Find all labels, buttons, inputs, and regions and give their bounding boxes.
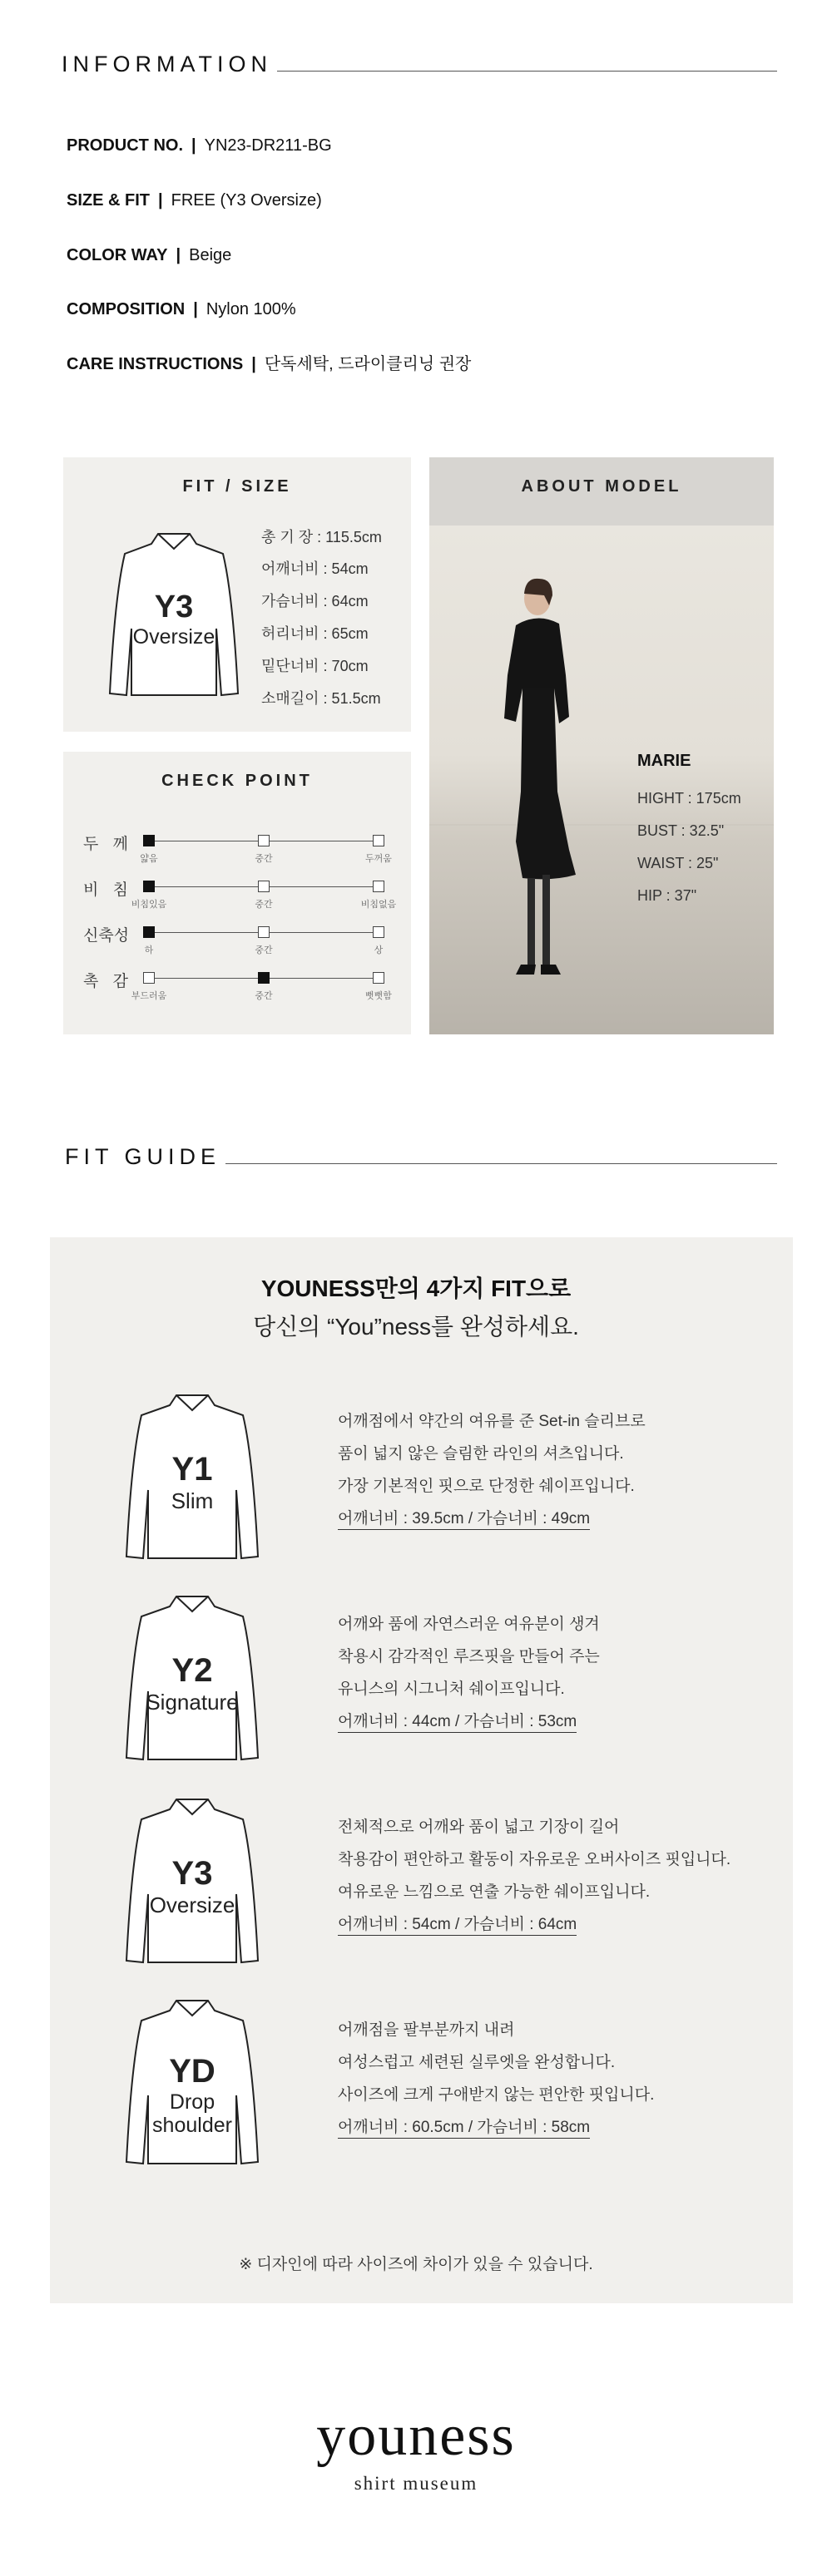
- check-option: 두꺼움: [365, 854, 392, 864]
- fit-name: Signature: [146, 1690, 239, 1715]
- check-box-low[interactable]: [143, 926, 155, 938]
- fit-desc-line: 여유로운 느낌으로 연출 가능한 쉐이프입니다.: [338, 1883, 651, 1901]
- fit-size-title: FIT / SIZE: [182, 477, 292, 496]
- fit-y3-shirt-icon: [116, 1794, 268, 1969]
- check-option: 비침없음: [360, 900, 397, 910]
- check-option: 중간: [255, 945, 273, 955]
- check-point-title: CHECK POINT: [161, 772, 313, 790]
- info-separator: |: [191, 136, 196, 155]
- check-box-mid[interactable]: [258, 835, 270, 846]
- check-label: 신축성: [83, 927, 130, 945]
- about-model-title: ABOUT MODEL: [521, 477, 682, 496]
- info-label: CARE INSTRUCTIONS: [67, 355, 244, 373]
- model-figure: [429, 526, 774, 1034]
- check-option: 부드러움: [131, 991, 167, 1001]
- fit-name: Oversize: [149, 1893, 235, 1917]
- size-disclaimer: ※ 디자인에 따라 사이즈에 차이가 있을 수 있습니다.: [239, 2256, 593, 2273]
- check-box-low[interactable]: [143, 835, 155, 846]
- model-stat-bust: BUST : 32.5": [637, 822, 725, 839]
- spec-length: 총 기 장 : 115.5cm: [261, 529, 382, 545]
- info-value: FREE (Y3 Oversize): [171, 191, 322, 210]
- fit-guide-subheadline: 당신의 “You”ness를 완성하세요.: [253, 1314, 579, 1340]
- fit-desc-line: 유니스의 시그니처 쉐이프입니다.: [338, 1680, 565, 1698]
- check-option: 뻣뻣함: [365, 991, 392, 1001]
- check-box-mid[interactable]: [258, 972, 270, 984]
- info-row-size-fit: [67, 191, 322, 210]
- info-label: COLOR WAY: [67, 246, 168, 264]
- check-box-high[interactable]: [373, 835, 384, 846]
- spec-chest: 가슴너비 : 64cm: [261, 593, 369, 609]
- check-box-low[interactable]: [143, 972, 155, 984]
- fit-code: YD: [169, 2053, 215, 2090]
- info-separator: |: [193, 300, 198, 318]
- fit-name: Slim: [171, 1488, 214, 1513]
- check-option: 중간: [255, 991, 273, 1001]
- check-row-thickness: [83, 832, 392, 865]
- information-title: INFORMATION: [62, 52, 277, 76]
- check-box-mid[interactable]: [258, 881, 270, 892]
- fit-desc-line: 전체적으로 어깨와 품이 넓고 기장이 길어: [338, 1818, 620, 1836]
- fit-measure: 어깨너비 : 60.5cm / 가슴너비 : 58cm: [338, 2118, 590, 2139]
- spec-sleeve: 소매길이 : 51.5cm: [261, 690, 381, 707]
- shirt-icon: [100, 529, 248, 700]
- check-option: 중간: [255, 900, 273, 910]
- brand-tagline: shirt museum: [354, 2473, 478, 2494]
- info-value: YN23-DR211-BG: [204, 136, 332, 155]
- fit-code: Y3: [171, 1855, 213, 1892]
- check-box-mid[interactable]: [258, 926, 270, 938]
- information-heading: [62, 52, 777, 76]
- fit-desc-line: 착용감이 편안하고 활동이 자유로운 오버사이즈 핏입니다.: [338, 1851, 731, 1868]
- info-row-color-way: [67, 246, 231, 265]
- info-row-composition: [67, 300, 296, 319]
- check-option: 얇음: [140, 854, 158, 864]
- fit-name-second-line: shoulder: [152, 2114, 232, 2137]
- info-label: PRODUCT NO.: [67, 136, 183, 155]
- fit-desc-line: 어깨점을 팔부분까지 내려: [338, 2021, 515, 2039]
- fit-code: Y1: [171, 1451, 213, 1488]
- model-name: MARIE: [637, 752, 691, 770]
- fit-measure: 어깨너비 : 39.5cm / 가슴너비 : 49cm: [338, 1509, 590, 1530]
- model-stat-hip: HIP : 37": [637, 887, 697, 904]
- check-box-high[interactable]: [373, 926, 384, 938]
- check-row-elasticity: [83, 923, 383, 956]
- check-box-low[interactable]: [143, 881, 155, 892]
- fit-measure: 어깨너비 : 54cm / 가슴너비 : 64cm: [338, 1915, 577, 1936]
- check-box-high[interactable]: [373, 972, 384, 984]
- model-stat-height: HIGHT : 175cm: [637, 790, 741, 807]
- fit-guide-heading: [65, 1144, 777, 1169]
- model-stat-waist: WAIST : 25": [637, 855, 719, 871]
- check-option: 중간: [255, 854, 273, 864]
- fit-desc-line: 여성스럽고 세련된 실루엣을 완성합니다.: [338, 2054, 616, 2071]
- fit-yd-description: [338, 2014, 654, 2144]
- info-value: Beige: [189, 246, 232, 264]
- fit-desc-line: 착용시 감각적인 루즈핏을 만들어 주는: [338, 1648, 600, 1666]
- fit-desc-line: 사이즈에 크게 구애받지 않는 편안한 핏입니다.: [338, 2086, 655, 2104]
- fit-measure: 어깨너비 : 44cm / 가슴너비 : 53cm: [338, 1712, 577, 1733]
- info-row-care: [67, 350, 471, 374]
- check-label: 촉 감: [83, 973, 133, 990]
- fit-desc-line: 가장 기본적인 핏으로 단정한 쉐이프입니다.: [338, 1478, 635, 1495]
- check-row-texture: [83, 969, 392, 1002]
- info-label: SIZE & FIT: [67, 191, 150, 210]
- check-option: 비침있음: [131, 900, 167, 910]
- fit-y1-description: [338, 1405, 646, 1535]
- check-option: 하: [144, 945, 154, 955]
- check-row-sheerness: [83, 877, 397, 910]
- fit-desc-line: 어깨점에서 약간의 여유를 준 Set-in 슬리브로: [338, 1413, 646, 1430]
- fit-y1-shirt-icon: [116, 1390, 268, 1565]
- info-value: 단독세탁, 드라이클리닝 권장: [264, 355, 472, 373]
- check-label: 비 침: [83, 881, 133, 899]
- shirt-name: Oversize: [132, 625, 215, 649]
- info-row-product-no: [67, 136, 332, 155]
- check-box-high[interactable]: [373, 881, 384, 892]
- fit-desc-line: 어깨와 품에 자연스러운 여유분이 생겨: [338, 1616, 600, 1633]
- spec-shoulder: 어깨너비 : 54cm: [261, 560, 369, 577]
- info-value: Nylon 100%: [206, 300, 296, 318]
- fit-code: Y2: [171, 1652, 213, 1689]
- check-option: 상: [374, 945, 384, 955]
- fit-yd-shirt-icon: [116, 1996, 268, 2170]
- fit-guide-headline: YOUNESS만의 4가지 FIT으로: [260, 1276, 572, 1301]
- shirt-code: Y3: [154, 590, 194, 624]
- fit-y3-description: [338, 1811, 730, 1941]
- info-label: COMPOSITION: [67, 300, 186, 318]
- about-model-header: [429, 457, 774, 526]
- info-separator: |: [251, 355, 256, 373]
- fit-guide-title: FIT GUIDE: [65, 1144, 225, 1169]
- fit-desc-line: 품이 넓지 않은 슬림한 라인의 셔츠입니다.: [338, 1445, 624, 1463]
- check-label: 두 께: [83, 836, 133, 853]
- fit-y2-shirt-icon: [116, 1591, 268, 1766]
- fit-y2-description: [338, 1608, 600, 1738]
- brand-logo: youness: [316, 2404, 516, 2468]
- model-photo: [429, 526, 774, 1034]
- spec-hem: 밑단너비 : 70cm: [261, 658, 369, 674]
- info-separator: |: [176, 246, 181, 264]
- spec-waist: 허리너비 : 65cm: [261, 625, 369, 642]
- info-separator: |: [158, 191, 163, 210]
- fit-name: Drop: [169, 2090, 215, 2114]
